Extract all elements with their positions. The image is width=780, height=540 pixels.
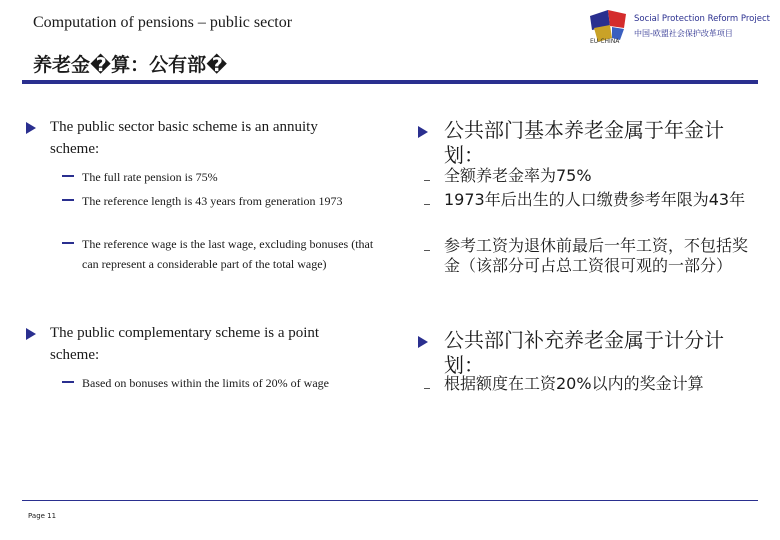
left-sub-4: Based on bonuses within the limits of 20% of wage — [82, 376, 329, 390]
right-item-1: 公共部门基本养老金属于年金计划： — [444, 118, 724, 167]
page-number: Page 11 — [28, 512, 57, 520]
logo-line2: 中国-欧盟社会保护改革项目 — [634, 29, 733, 38]
bullet-arrow-icon — [418, 126, 428, 138]
bullet-arrow-icon — [26, 122, 36, 134]
dash-icon — [424, 180, 430, 181]
left-item-1: The public sector basic scheme is an annuity scheme: — [50, 119, 318, 157]
left-sub-3: The reference wage is the last wage, excluding bonuses (that can represent a considerable part of the total wage) — [82, 237, 374, 271]
logo-line1: Social Protection Reform Project — [634, 14, 770, 24]
right-item-2: 公共部门补充养老金属于计分计划： — [444, 328, 724, 377]
bullet-arrow-icon — [418, 336, 428, 348]
left-sub-1: The full rate pension is 75% — [82, 170, 218, 184]
logo — [588, 8, 768, 48]
left-item-2: The public complementary scheme is a point scheme: — [50, 325, 320, 363]
right-sub-1: 全额养老金率为75% — [444, 166, 592, 185]
dash-icon — [62, 242, 74, 244]
left-sub-2: The reference length is 43 years from generation 1973 — [82, 194, 343, 208]
title-zh: 养老金�算：公有部� — [33, 54, 228, 76]
right-sub-3: 参考工资为退休前最后一年工资，不包括奖金（该部分可占总工资很可观的一部分） — [444, 236, 749, 275]
header-rule — [22, 80, 758, 84]
dash-icon — [62, 175, 74, 177]
dash-icon — [62, 199, 74, 201]
title-en: Computation of pensions – public sector — [33, 14, 293, 31]
right-sub-4: 根据额度在工资20%以内的奖金计算 — [444, 374, 704, 393]
footer-rule — [22, 500, 758, 501]
logo-tag: EU-CHINA — [590, 38, 620, 45]
dash-icon — [424, 250, 430, 251]
bullet-arrow-icon — [26, 328, 36, 340]
dash-icon — [424, 388, 430, 389]
dash-icon — [424, 204, 430, 205]
dash-icon — [62, 381, 74, 383]
right-sub-2: 1973年后出生的人口缴费参考年限为43年 — [444, 190, 746, 209]
